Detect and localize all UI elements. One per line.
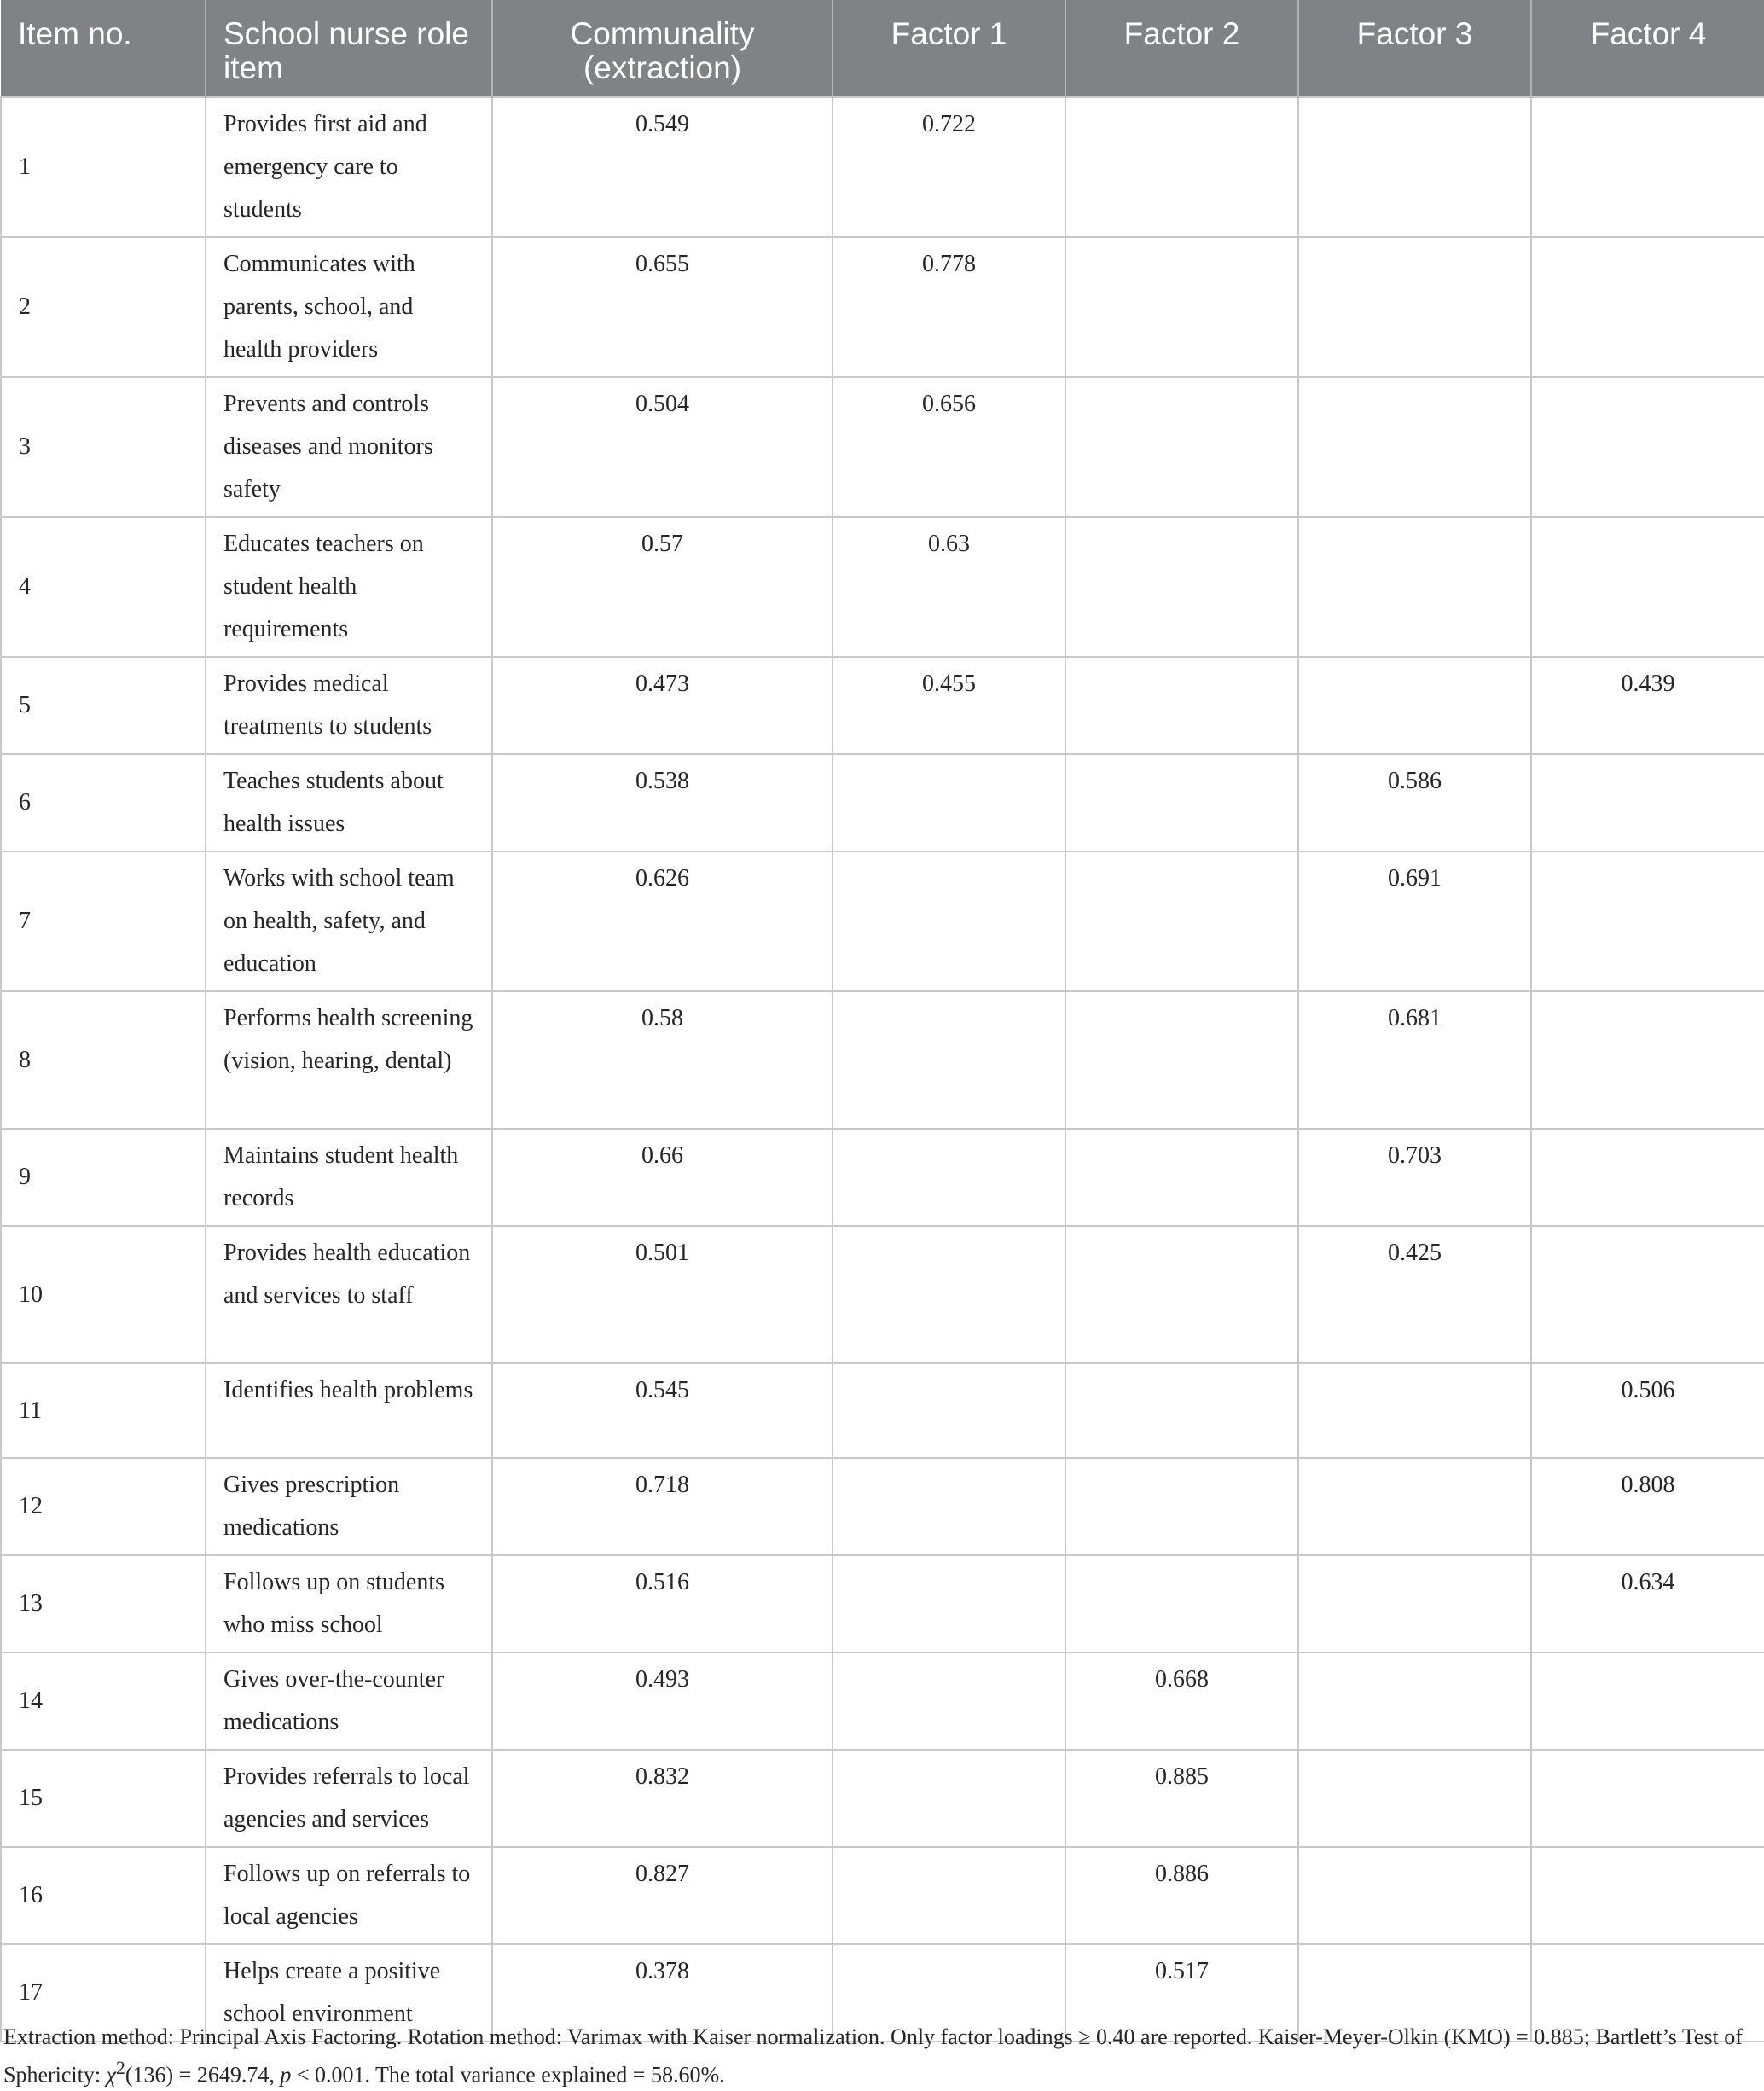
item-no-cell: 6 — [1, 754, 206, 851]
factor-3-cell — [1298, 1652, 1531, 1750]
factor-3-cell: 0.691 — [1298, 851, 1531, 991]
factor-2-cell — [1065, 1555, 1298, 1652]
factor-3-cell — [1298, 237, 1531, 377]
factor-2-cell — [1065, 1363, 1298, 1458]
role-item-cell: Performs health screening (vision, hearing, dental) — [206, 991, 492, 1129]
factor-2-cell — [1065, 1226, 1298, 1363]
communality-cell: 0.58 — [492, 991, 833, 1129]
item-no-cell: 7 — [1, 851, 206, 991]
header-role-item: School nurse role item — [206, 0, 492, 97]
table-row — [1, 991, 1764, 1129]
factor-1-cell: 0.722 — [833, 97, 1065, 237]
table-row — [1, 237, 1764, 377]
factor-2-cell — [1065, 517, 1298, 657]
role-item-cell: Provides referrals to local agencies and services — [206, 1750, 492, 1847]
table-row — [1, 1750, 1764, 1847]
factor-2-cell — [1065, 657, 1298, 754]
role-item-cell: Helps create a positive school environment — [206, 1944, 492, 2042]
communality-cell: 0.718 — [492, 1458, 833, 1555]
factor-2-cell — [1065, 237, 1298, 377]
factor-4-cell: 0.634 — [1531, 1555, 1764, 1652]
table-row — [1, 377, 1764, 517]
role-item-cell: Educates teachers on student health requirements — [206, 517, 492, 657]
header-factor-3: Factor 3 — [1298, 0, 1531, 97]
factor-4-cell — [1531, 97, 1764, 237]
communality-cell: 0.549 — [492, 97, 833, 237]
footnote-variance: < 0.001. The total variance explained = 58.60%. — [291, 2062, 725, 2088]
chi-square-superscript: 2 — [116, 2058, 125, 2078]
item-no-cell: 10 — [1, 1226, 206, 1363]
communality-cell: 0.493 — [492, 1652, 833, 1750]
footnote-text: Extraction method: Principal Axis Factoring. Rotation method: Varimax with Kaiser normalization. Only factor loadings ≥ 0.40 are reported. Kaiser-Meyer-Olkin (KMO) = 0.885; Bartlett’s Test of Sphericity: — [3, 2024, 1743, 2088]
item-no-cell: 2 — [1, 237, 206, 377]
factor-1-cell — [833, 1652, 1065, 1750]
factor-1-cell — [833, 1555, 1065, 1652]
factor-4-cell — [1531, 517, 1764, 657]
communality-cell: 0.516 — [492, 1555, 833, 1652]
factor-4-cell: 0.506 — [1531, 1363, 1764, 1458]
factor-3-cell — [1298, 1750, 1531, 1847]
item-no-cell: 1 — [1, 97, 206, 237]
communality-cell: 0.538 — [492, 754, 833, 851]
communality-cell: 0.66 — [492, 1129, 833, 1226]
factor-1-cell: 0.656 — [833, 377, 1065, 517]
table-row — [1, 1847, 1764, 1944]
factor-2-cell: 0.517 — [1065, 1944, 1298, 2042]
header-factor-4: Factor 4 — [1531, 0, 1764, 97]
factor-4-cell — [1531, 377, 1764, 517]
factor-4-cell: 0.439 — [1531, 657, 1764, 754]
factor-2-cell — [1065, 754, 1298, 851]
item-no-cell: 3 — [1, 377, 206, 517]
role-item-cell: Communicates with parents, school, and health providers — [206, 237, 492, 377]
factor-4-cell — [1531, 1847, 1764, 1944]
role-item-cell: Follows up on students who miss school — [206, 1555, 492, 1652]
header-factor-1: Factor 1 — [833, 0, 1065, 97]
role-item-cell: Identifies health problems — [206, 1363, 492, 1458]
item-no-cell: 12 — [1, 1458, 206, 1555]
role-item-cell: Gives over-the-counter medications — [206, 1652, 492, 1750]
role-item-cell: Provides medical treatments to students — [206, 657, 492, 754]
table-row — [1, 754, 1764, 851]
role-item-cell: Gives prescription medications — [206, 1458, 492, 1555]
communality-cell: 0.57 — [492, 517, 833, 657]
communality-cell: 0.626 — [492, 851, 833, 991]
factor-3-cell: 0.681 — [1298, 991, 1531, 1129]
role-item-cell: Provides first aid and emergency care to students — [206, 97, 492, 237]
table-row — [1, 1555, 1764, 1652]
table-row — [1, 1458, 1764, 1555]
factor-3-cell — [1298, 1458, 1531, 1555]
chi-square-symbol: χ — [106, 2062, 117, 2088]
communality-cell: 0.832 — [492, 1750, 833, 1847]
table-header-row — [1, 0, 1764, 97]
factor-1-cell: 0.63 — [833, 517, 1065, 657]
factor-2-cell — [1065, 851, 1298, 991]
factor-1-cell — [833, 754, 1065, 851]
header-item-no: Item no. — [1, 0, 206, 97]
factor-4-cell — [1531, 1226, 1764, 1363]
factor-2-cell: 0.885 — [1065, 1750, 1298, 1847]
item-no-cell: 16 — [1, 1847, 206, 1944]
factor-1-cell — [833, 1750, 1065, 1847]
factor-3-cell — [1298, 657, 1531, 754]
factor-2-cell — [1065, 1129, 1298, 1226]
factor-3-cell — [1298, 97, 1531, 237]
factor-4-cell — [1531, 754, 1764, 851]
factor-3-cell — [1298, 377, 1531, 517]
factor-1-cell — [833, 1363, 1065, 1458]
communality-cell: 0.655 — [492, 237, 833, 377]
factor-2-cell — [1065, 377, 1298, 517]
table-row — [1, 1652, 1764, 1750]
factor-4-cell: 0.808 — [1531, 1458, 1764, 1555]
role-item-cell: Teaches students about health issues — [206, 754, 492, 851]
factor-1-cell: 0.778 — [833, 237, 1065, 377]
footnote-test-statistic: (136) = 2649.74, — [125, 2062, 281, 2088]
communality-cell: 0.501 — [492, 1226, 833, 1363]
factor-2-cell — [1065, 1458, 1298, 1555]
factor-4-cell — [1531, 851, 1764, 991]
role-item-cell: Prevents and controls diseases and monitors safety — [206, 377, 492, 517]
p-value-symbol: p — [280, 2062, 292, 2088]
role-item-cell: Provides health education and services to staff — [206, 1226, 492, 1363]
factor-1-cell — [833, 1458, 1065, 1555]
factor-4-cell — [1531, 1750, 1764, 1847]
role-item-cell: Maintains student health records — [206, 1129, 492, 1226]
factor-3-cell: 0.425 — [1298, 1226, 1531, 1363]
communality-cell: 0.827 — [492, 1847, 833, 1944]
factor-3-cell — [1298, 1363, 1531, 1458]
factor-4-cell — [1531, 1129, 1764, 1226]
table-footnote — [3, 2022, 1744, 2091]
item-no-cell: 8 — [1, 991, 206, 1129]
item-no-cell: 15 — [1, 1750, 206, 1847]
table-row — [1, 1363, 1764, 1458]
factor-2-cell: 0.886 — [1065, 1847, 1298, 1944]
table-row — [1, 1129, 1764, 1226]
factor-3-cell — [1298, 1847, 1531, 1944]
factor-2-cell: 0.668 — [1065, 1652, 1298, 1750]
item-no-cell: 14 — [1, 1652, 206, 1750]
table-row — [1, 517, 1764, 657]
header-factor-2: Factor 2 — [1065, 0, 1298, 97]
item-no-cell: 9 — [1, 1129, 206, 1226]
factor-4-cell — [1531, 237, 1764, 377]
factor-1-cell — [833, 1847, 1065, 1944]
factor-1-cell — [833, 1226, 1065, 1363]
factor-2-cell — [1065, 991, 1298, 1129]
role-item-cell: Works with school team on health, safety, and education — [206, 851, 492, 991]
factor-3-cell — [1298, 1555, 1531, 1652]
item-no-cell: 4 — [1, 517, 206, 657]
role-item-cell: Follows up on referrals to local agencies — [206, 1847, 492, 1944]
factor-3-cell — [1298, 517, 1531, 657]
factor-1-cell — [833, 1129, 1065, 1226]
table-row — [1, 851, 1764, 991]
factor-2-cell — [1065, 97, 1298, 237]
header-communality: Communality (extraction) — [492, 0, 833, 97]
factor-4-cell — [1531, 991, 1764, 1129]
factor-1-cell — [833, 991, 1065, 1129]
item-no-cell: 13 — [1, 1555, 206, 1652]
table-row — [1, 1226, 1764, 1363]
item-no-cell: 5 — [1, 657, 206, 754]
item-no-cell: 11 — [1, 1363, 206, 1458]
communality-cell: 0.473 — [492, 657, 833, 754]
table-row — [1, 97, 1764, 237]
factor-1-cell — [833, 851, 1065, 991]
factor-4-cell — [1531, 1652, 1764, 1750]
factor-1-cell: 0.455 — [833, 657, 1065, 754]
communality-cell: 0.378 — [492, 1944, 833, 2042]
factor-3-cell: 0.703 — [1298, 1129, 1531, 1226]
communality-cell: 0.545 — [492, 1363, 833, 1458]
table-row — [1, 657, 1764, 754]
factor-3-cell: 0.586 — [1298, 754, 1531, 851]
item-no-cell: 17 — [1, 1944, 206, 2042]
communality-cell: 0.504 — [492, 377, 833, 517]
